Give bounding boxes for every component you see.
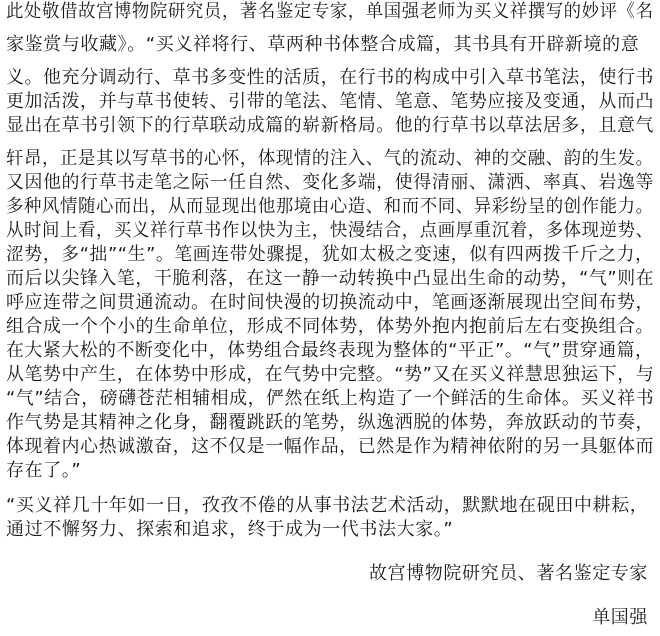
paragraph-1-line-1: 此处敬借故宫博物院研究员，著名鉴定专家，单国强老师为买义祥撰写的妙评《名 xyxy=(6,1,654,22)
paragraph-1-line-16: “气”结合，磅礴苍茫相辅相成，俨然在纸上构造了一个鲜活的生命体。买义祥书 xyxy=(6,388,655,409)
paragraph-1-line-14: 在大紧大松的不断变化中，体势组合最终表现为整体的“平正”。“气”贯穿通篇， xyxy=(6,340,654,361)
paragraph-1-line-13: 组合成一个个小的生命单位，形成不同体势，体势外抱内抱前后左右变换组合。 xyxy=(6,316,655,337)
paragraph-2-line-1: “买义祥几十年如一日，孜孜不倦的从事书法艺术活动，默默地在砚田中耕耘， xyxy=(6,495,649,516)
paragraph-1-line-10: 涩势，多“拙”“生”。笔画连带处骤提，犹如太极之变速，似有四两拨千斤之力， xyxy=(6,244,654,265)
paragraph-1-line-9: 从时间上看，买义祥行草书作以快为主，快漫结合，点画厚重沉着，多体现逆势、 xyxy=(6,220,654,241)
paragraph-1-line-8: 多种风情随心而出，从而显现出他那境由心造、和而不同、异彩纷呈的创作能力。 xyxy=(6,196,654,217)
paragraph-1-line-19: 存在了。” xyxy=(6,460,82,481)
signature-title: 故宫博物院研究员、著名鉴定专家 xyxy=(369,563,648,584)
paragraph-2-line-2: 通过不懈努力、探索和追求，终于成为一代书法大家。” xyxy=(6,519,454,540)
paragraph-1-line-15: 从笔势中产生，在体势中形成，在气势中完整。“势”又在买义祥慧思独运下，与 xyxy=(6,364,655,385)
paragraph-1-line-2: 家鉴赏与收藏》。“买义祥将行、草两种书体整合成篇，其书具有开辟新境的意 xyxy=(6,34,640,55)
paragraph-1-line-7: 又因他的行草书走笔之际一任自然、变化多端，使得清丽、潇洒、率真、岩逸等 xyxy=(6,172,655,193)
paragraph-1-line-3: 义。他充分调动行、草书多变性的活质，在行书的构成中引入草书笔法，使行书 xyxy=(6,67,655,88)
paragraph-1-line-17: 作气势是其精神之化身，翻覆跳跃的笔势，纵逸洒脱的体势，奔放跃动的节奏， xyxy=(6,412,655,433)
paragraph-1-line-5: 显出在草书引领下的行草联动成篇的崭新格局。他的行草书以草法居多，且意气 xyxy=(6,115,655,136)
paragraph-1-line-6: 轩昂，正是其以写草书的心怀，体现情的注入、气的流动、神的交融、韵的生发。 xyxy=(6,148,654,169)
paragraph-1-line-18: 体现着内心热诚激奋，这不仅是一幅作品，已然是作为精神依附的另一具躯体而 xyxy=(6,436,655,457)
paragraph-1-line-12: 呼应连带之间贯通流动。在时间快漫的切换流动中，笔画逐渐展现出空间布势， xyxy=(6,292,655,313)
paragraph-1-line-11: 而后以尖锋入笔，干脆利落，在这一静一动转换中凸显出生命的动势，“气”则在 xyxy=(6,268,655,289)
signature-name: 单国强 xyxy=(592,607,648,628)
paragraph-1-line-4: 更加活泼，并与草书使转、引带的笔法、笔情、笔意、笔势应接及变通，从而凸 xyxy=(6,91,655,112)
